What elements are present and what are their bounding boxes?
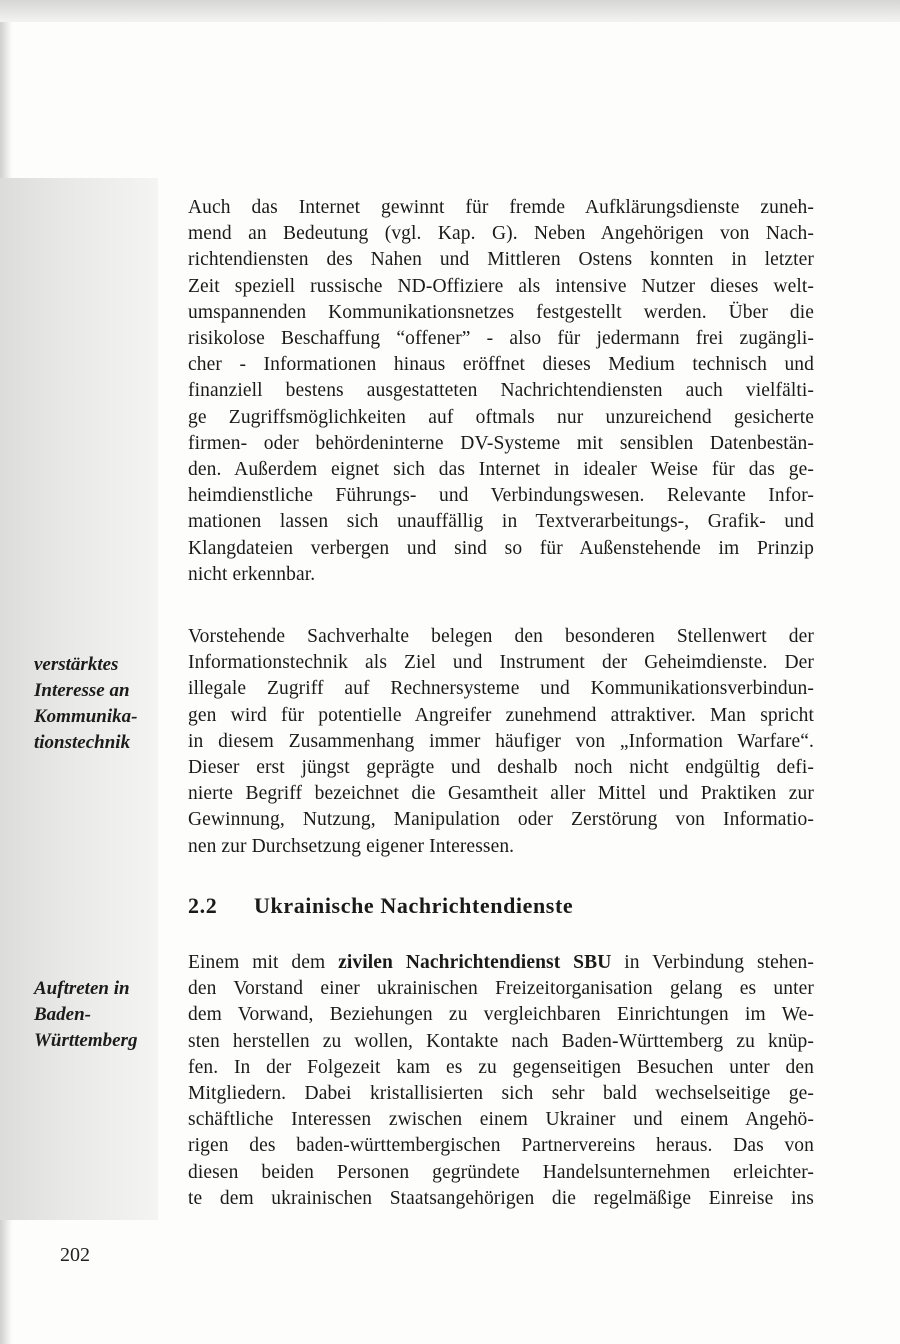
text-line: fen. In der Folgezeit kam es zu gegenseitigen Besuchen unter den (188, 1056, 814, 1078)
margin-note-line: verstärktes (34, 654, 119, 675)
section-title: Ukrainische Nachrichtendienste (254, 893, 574, 918)
page-number: 202 (60, 1244, 90, 1266)
text-line: gen wird für potentielle Angreifer zunehmend attraktiver. Man spricht (188, 704, 814, 726)
text-line: dem Vorwand, Beziehungen zu vergleichbaren Einrichtungen im We- (188, 1004, 814, 1026)
text-line: nicht erkennbar. (188, 563, 316, 585)
text-run: Einem mit dem (188, 952, 339, 973)
text-line: te dem ukrainischen Staatsangehörigen die regelmäßige Einreise ins (188, 1187, 814, 1209)
text-line: in diesem Zusammenhang immer häufiger von „Information Warfare“. (188, 730, 814, 752)
paragraph-information-warfare (188, 624, 814, 860)
text-line: cher - Informationen hinaus eröffnet dieses Medium technisch und (188, 354, 814, 376)
paragraph-internet (188, 195, 814, 588)
emphasis-sbu: zivilen Nachrichtendienst SBU (338, 952, 612, 973)
text-line: diesen beiden Personen gegründete Handelsunternehmen erleichter- (188, 1161, 814, 1183)
text-line: Vorstehende Sachverhalte belegen den besonderen Stellenwert der (188, 626, 814, 647)
text-line: ge Zugriffsmöglichkeiten auf oftmals nur unzureichend gesicherte (188, 406, 814, 428)
text-line: firmen- oder behördeninterne DV-Systeme mit sensiblen Datenbestän- (188, 432, 814, 454)
text-line: Auch das Internet gewinnt für fremde Aufklärungsdienste zuneh- (188, 197, 814, 218)
margin-note-interest (34, 652, 164, 756)
text-line: nierte Begriff bezeichnet die Gesamtheit aller Mittel und Praktiken zur (188, 783, 814, 805)
text-line: sten herstellen zu wollen, Kontakte nach Baden-Württemberg zu knüp- (188, 1030, 814, 1052)
text-line: den. Außerdem eignet sich das Internet in idealer Weise für das ge- (188, 459, 814, 481)
text-line: illegale Zugriff auf Rechnersysteme und Kommunikationsverbindun- (188, 678, 814, 700)
margin-note-baden-wuerttemberg (34, 976, 164, 1054)
text-line: Dieser erst jüngst geprägte und deshalb noch nicht endgültig defi- (188, 757, 814, 779)
text-line: mationen lassen sich unauffällig in Textverarbeitungs-, Grafik- und (188, 511, 814, 533)
margin-note-line: Auftreten in (34, 978, 130, 999)
section-number: 2.2 (188, 893, 218, 918)
margin-note-line: tionstechnik (34, 732, 131, 753)
text-line: Informationstechnik als Ziel und Instrument der Geheimdienste. Der (188, 652, 814, 674)
margin-note-line: Interesse an (34, 680, 130, 701)
scan-top-edge (0, 0, 900, 22)
text-line (188, 950, 814, 976)
margin-note-line: Württemberg (34, 1030, 138, 1051)
text-line: nen zur Durchsetzung eigener Interessen. (188, 835, 515, 857)
section-heading (188, 893, 808, 919)
paragraph-sbu (188, 950, 814, 1212)
text-line: finanziell bestens ausgestatteten Nachrichtendiensten auch vielfälti- (188, 380, 814, 402)
text-line: richtendiensten des Nahen und Mittleren Ostens konnten in letzter (188, 249, 814, 271)
text-line: risikolose Beschaffung “offener” - also für jedermann frei zugängli- (188, 328, 814, 350)
text-line: mend an Bedeutung (vgl. Kap. G). Neben Angehörigen von Nach- (188, 223, 814, 245)
text-line: schäftliche Interessen zwischen einem Ukrainer und einem Angehö- (188, 1109, 814, 1131)
text-line: Gewinnung, Nutzung, Manipulation oder Zerstörung von Informatio- (188, 809, 814, 831)
text-run: in Verbindung stehen- (611, 952, 814, 973)
margin-note-line: Kommunika- (34, 706, 138, 727)
text-line: den Vorstand einer ukrainischen Freizeitorganisation gelang es unter (188, 978, 814, 1000)
text-line: Mitgliedern. Dabei kristallisierten sich sehr bald wechselseitige ge- (188, 1083, 814, 1105)
margin-note-line: Baden- (34, 1004, 91, 1025)
text-line: umspannenden Kommunikationsnetzes festgestellt werden. Über die (188, 301, 814, 323)
text-line: Zeit speziell russische ND-Offiziere als intensive Nutzer dieses welt- (188, 275, 814, 297)
text-line: rigen des baden-württembergischen Partnervereins heraus. Das von (188, 1135, 814, 1157)
text-line: Klangdateien verbergen und sind so für Außenstehende im Prinzip (188, 537, 814, 559)
text-line: heimdienstliche Führungs- und Verbindungswesen. Relevante Infor- (188, 485, 814, 507)
